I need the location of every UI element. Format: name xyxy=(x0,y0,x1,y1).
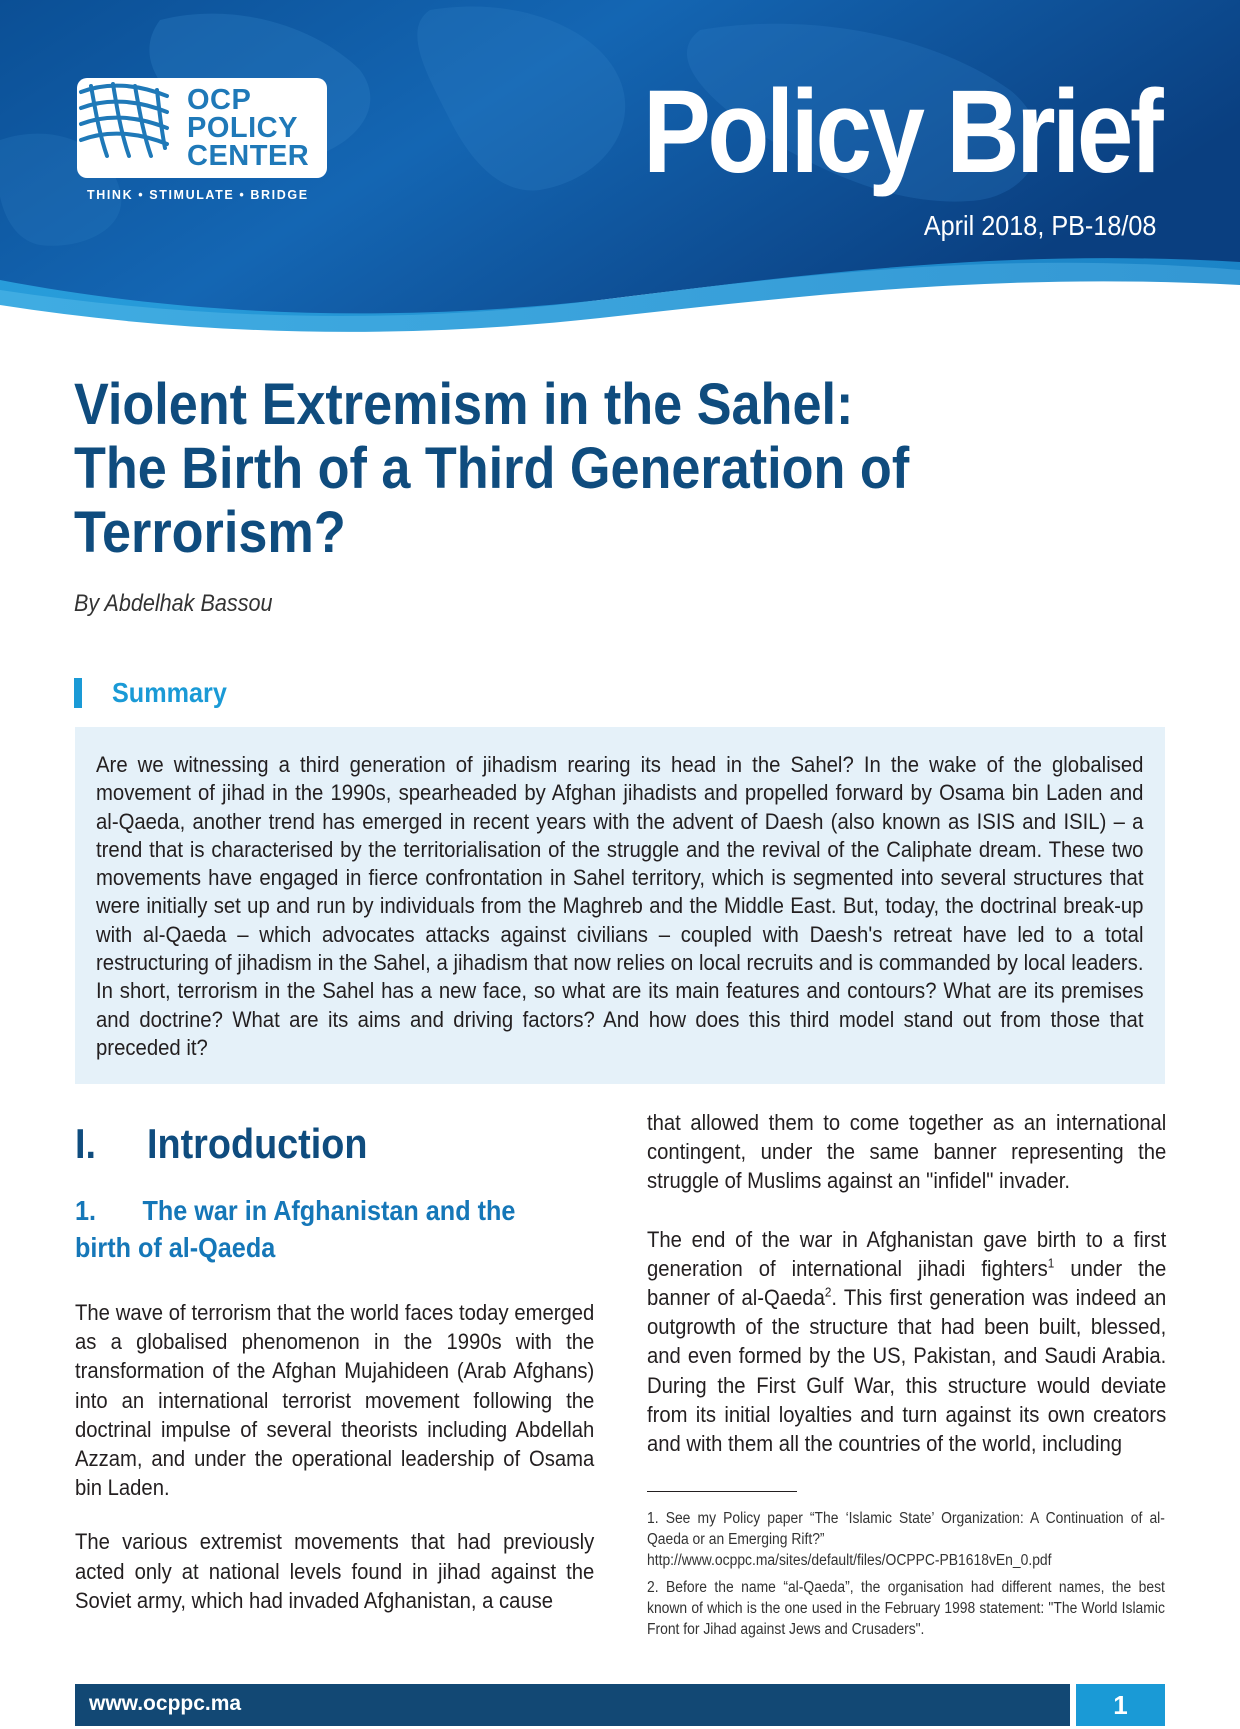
title-line-3: Terrorism? xyxy=(74,500,346,565)
summary-accent-bar xyxy=(74,678,82,708)
date-reference: April 2018, PB-18/08 xyxy=(923,210,1156,241)
logo-net-icon xyxy=(77,78,172,160)
footnote-ref-2[interactable]: 2 xyxy=(824,1284,832,1300)
title-line-2: The Birth of a Third Generation of xyxy=(74,436,910,501)
footnote-divider xyxy=(647,1491,797,1492)
footnote-1-text: 1. See my Policy paper “The ‘Islamic State’ Organization: A Continuation of al-Qaeda or an Emerging Rift?” xyxy=(647,1510,1165,1548)
footnote-2-text: 2. Before the name “al-Qaeda”, the organisation had different names, the best known of which is the one used in the February 1998 statement: "The World Islamic Front for Jihad against Jews and Crusaders". xyxy=(647,1579,1165,1638)
body-paragraph-4 xyxy=(647,1225,1166,1459)
page-number: 1 xyxy=(1113,1690,1128,1720)
footer-bar xyxy=(75,1684,1070,1726)
logo-wordmark xyxy=(187,86,309,170)
footnote-1 xyxy=(647,1508,1165,1571)
logo-line-policy: POLICY xyxy=(187,112,298,144)
page-number-box xyxy=(1076,1684,1165,1726)
para4-text-2: under the banner of al-Qaeda xyxy=(647,1255,1167,1311)
left-column xyxy=(75,1120,595,1615)
footnote-2 xyxy=(647,1577,1165,1640)
body-paragraph-1: The wave of terrorism that the world faces today emerged as a globalised phenomenon in the 1990s with the transformation of the Afghan Mujahideen (Arab Afghans) into an international terrorist movement following the doctrinal impulse of several theorists including Abdellah Azzam, and under the operational leadership of Osama bin Laden. xyxy=(75,1300,595,1501)
subsection-number: 1. xyxy=(75,1195,97,1226)
series-title: Policy Brief xyxy=(642,66,1160,198)
summary-box xyxy=(75,727,1165,1084)
document-title xyxy=(74,373,974,565)
footnote-ref-1[interactable]: 1 xyxy=(1047,1255,1055,1271)
logo-tagline: THINK • STIMULATE • BRIDGE xyxy=(87,188,309,202)
section-title: Introduction xyxy=(147,1120,368,1167)
author-byline: By Abdelhak Bassou xyxy=(74,590,273,617)
footer-website-link[interactable]: www.ocppc.ma xyxy=(89,1692,242,1715)
header-banner xyxy=(0,0,1240,340)
body-paragraph-2: The various extremist movements that had previously acted only at national levels found in jihad against the Soviet army, which had invaded Afghanistan, a cause xyxy=(75,1529,595,1613)
subsection-title-part2: birth of al-Qaeda xyxy=(75,1232,276,1263)
footnote-1-link[interactable]: http://www.ocppc.ma/sites/default/files/OCPPC-PB1618vEn_0.pdf xyxy=(647,1552,1052,1569)
title-line-1: Violent Extremism in the Sahel: xyxy=(74,372,854,437)
para4-text-3: . This first generation was indeed an outgrowth of the structure that had been built, blessed, and even formed by the US, Pakistan, and Saudi Arabia. During the First Gulf War, this structure would deviate from its initial loyalties and turn against its own creators and with them all the countries of the world, including xyxy=(647,1285,1167,1457)
right-column xyxy=(647,1110,1167,1458)
logo-line-center: CENTER xyxy=(187,140,310,172)
subsection-title-part1: The war in Afghanistan and the xyxy=(142,1195,516,1226)
summary-text: Are we witnessing a third generation of jihadism rearing its head in the Sahel? In the wake of the globalised movement of jihad in the 1990s, spearheaded by Afghan jihadists and propelled forward by Osama bin Laden and al-Qaeda, another trend has emerged in recent years with the advent of Daesh (also known as ISIS and ISIL) – a trend that is characterised by the territorialisation of the struggle and the revival of the Caliphate dream. These two movements have engaged in fierce confrontation in Sahel territory, which is segmented into several structures that were initially set up and run by individuals from the Maghreb and the Middle East. But, today, the doctrinal break-up with al-Qaeda – which advocates attacks against civilians – coupled with Daesh's retreat have led to a total restructuring of jihadism in the Sahel, a jihadism that now relies on local recruits and is commanded by local leaders. In short, terrorism in the Sahel has a new face, so what are its main features and contours? What are its premises and doctrine? What are its aims and driving factors? And how does this third model stand out from those that preceded it? xyxy=(96,752,1144,1060)
footnotes xyxy=(647,1508,1165,1646)
summary-heading xyxy=(74,676,240,710)
logo-line-ocp: OCP xyxy=(187,84,252,116)
body-paragraph-3: that allowed them to come together as an international contingent, under the same banner representing the struggle of Muslims against an "infidel" invader. xyxy=(647,1110,1167,1194)
para4-text-1: The end of the war in Afghanistan gave birth to a first generation of international jihadi fighters xyxy=(647,1226,1167,1281)
section-number: I. xyxy=(75,1120,97,1167)
ocp-logo xyxy=(77,78,327,178)
subsection-heading xyxy=(75,1192,615,1266)
section-heading-introduction xyxy=(75,1120,543,1168)
summary-heading-label: Summary xyxy=(112,677,227,708)
